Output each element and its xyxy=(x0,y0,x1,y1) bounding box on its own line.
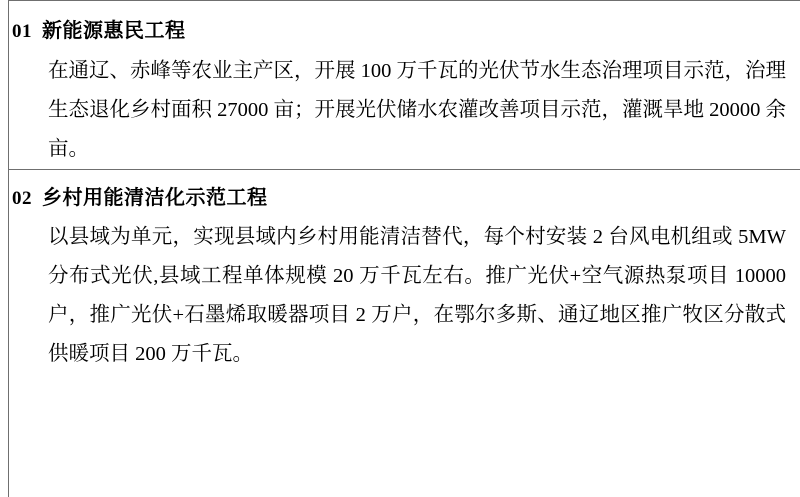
section-divider-top xyxy=(8,0,800,1)
section-title: 乡村用能清洁化示范工程 xyxy=(42,187,268,209)
section-divider-middle xyxy=(8,169,800,170)
document-section-02 xyxy=(0,169,800,374)
section-heading-01 xyxy=(0,14,800,43)
section-title: 新能源惠民工程 xyxy=(42,20,186,42)
section-heading-02 xyxy=(0,181,800,210)
section-body-text: 以县域为单元，实现县域内乡村用能清洁替代，每个村安装 2 台风电机组或 5MW 分布式光伏,县域工程单体规模 20 万千瓦左右。推广光伏+空气源热泵项目 10000 户，推广光伏+石墨烯取暖器项目 2 万户，在鄂尔多斯、通辽地区推广牧区分散式供暖项目 200 万千瓦。 xyxy=(48,226,786,365)
section-number: 02 xyxy=(12,188,32,209)
section-number: 01 xyxy=(12,21,32,42)
document-section-01 xyxy=(0,0,800,169)
section-body-text: 在通辽、赤峰等农业主产区，开展 100 万千瓦的光伏节水生态治理项目示范，治理生态退化乡村面积 27000 亩；开展光伏储水农灌改善项目示范，灌溉旱地 20000 余亩。 xyxy=(48,60,786,160)
